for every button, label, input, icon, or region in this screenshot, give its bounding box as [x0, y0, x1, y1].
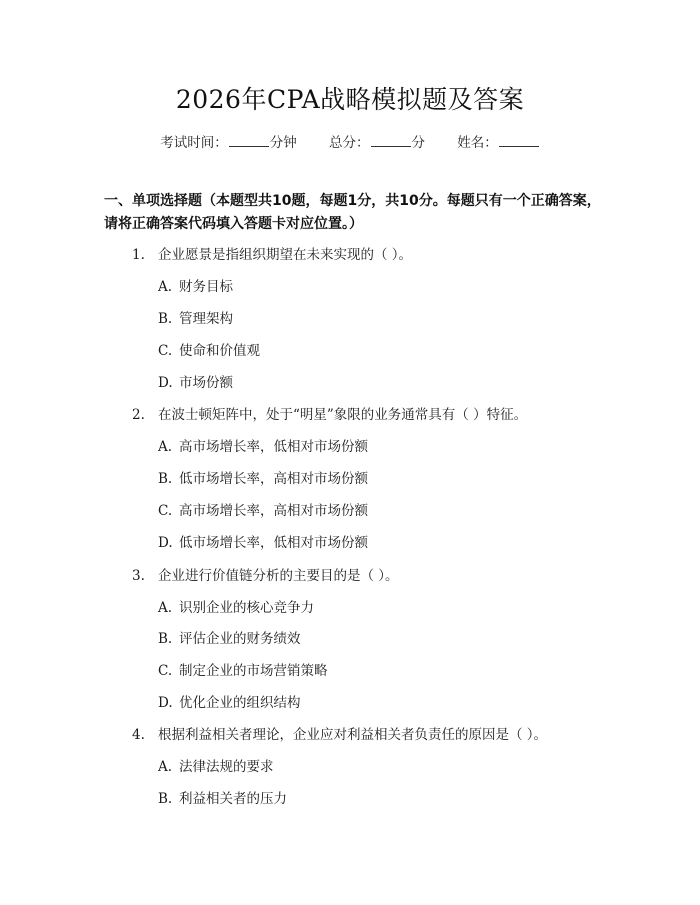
option-1a [158, 275, 233, 295]
option-text: 管理架构 [179, 311, 233, 327]
option-letter: A. [158, 600, 173, 616]
option-3c [158, 659, 328, 679]
option-2a [158, 435, 368, 455]
option-text: 高市场增长率，低相对市场份额 [179, 439, 368, 455]
option-3a [158, 596, 314, 616]
document-title: 2026年CPA战略模拟题及答案 [175, 85, 525, 114]
option-letter: B. [158, 791, 173, 807]
option-letter: C. [158, 503, 173, 519]
exam-meta [0, 131, 700, 151]
question-2 [132, 403, 527, 423]
option-3d [158, 691, 301, 711]
option-letter: A. [158, 759, 173, 775]
question-number: 4. [132, 727, 145, 743]
option-text: 使命和价值观 [179, 343, 260, 359]
question-4 [132, 723, 547, 743]
option-letter: A. [158, 279, 173, 295]
total-score-field [329, 131, 425, 151]
question-number: 2. [132, 407, 145, 423]
option-3b [158, 627, 301, 647]
option-letter: C. [158, 663, 173, 679]
student-name-field [457, 131, 540, 151]
exam-time-blank [229, 134, 269, 147]
option-letter: B. [158, 471, 173, 487]
option-letter: D. [158, 535, 173, 551]
student-name-blank [499, 134, 539, 147]
option-text: 优化企业的组织结构 [179, 695, 301, 711]
option-4a [158, 755, 274, 775]
exam-time-label: 考试时间： [160, 135, 228, 151]
exam-time-field [160, 131, 297, 151]
question-text: 根据利益相关者理论，企业应对利益相关者负责任的原因是（ ）。 [158, 727, 548, 743]
option-text: 低市场增长率，低相对市场份额 [179, 535, 368, 551]
option-text: 制定企业的市场营销策略 [179, 663, 328, 679]
total-score-label: 总分： [329, 135, 370, 151]
option-2b [158, 467, 368, 487]
total-score-blank [371, 134, 411, 147]
option-text: 识别企业的核心竞争力 [179, 600, 314, 616]
option-2d [158, 531, 368, 551]
option-letter: C. [158, 343, 173, 359]
option-text: 市场份额 [179, 375, 233, 391]
exam-time-unit: 分钟 [269, 135, 297, 151]
question-text: 企业进行价值链分析的主要目的是（ ）。 [158, 568, 399, 584]
question-text: 在波士顿矩阵中，处于“明星”象限的业务通常具有（ ）特征。 [158, 407, 528, 423]
option-letter: D. [158, 375, 173, 391]
total-score-unit: 分 [411, 135, 425, 151]
option-letter: B. [158, 631, 173, 647]
option-1b [158, 307, 233, 327]
option-2c [158, 499, 368, 519]
option-text: 财务目标 [179, 279, 233, 295]
option-letter: B. [158, 311, 173, 327]
option-text: 法律法规的要求 [179, 759, 274, 775]
question-number: 1. [132, 247, 145, 263]
section-heading: 一、单项选择题（本题型共10题，每题1分，共10分。每题只有一个正确答案，请将正确答案代码填入答题卡对应位置。） [104, 193, 601, 232]
option-text: 高市场增长率，高相对市场份额 [179, 503, 368, 519]
option-text: 评估企业的财务绩效 [179, 631, 301, 647]
option-4b [158, 787, 287, 807]
question-3 [132, 564, 399, 584]
option-letter: D. [158, 695, 173, 711]
option-text: 利益相关者的压力 [179, 791, 287, 807]
question-1 [132, 243, 412, 263]
option-text: 低市场增长率，高相对市场份额 [179, 471, 368, 487]
question-number: 3. [132, 568, 145, 584]
option-letter: A. [158, 439, 173, 455]
option-1d [158, 371, 233, 391]
question-text: 企业愿景是指组织期望在未来实现的（ ）。 [158, 247, 413, 263]
student-name-label: 姓名： [457, 135, 498, 151]
option-1c [158, 339, 260, 359]
